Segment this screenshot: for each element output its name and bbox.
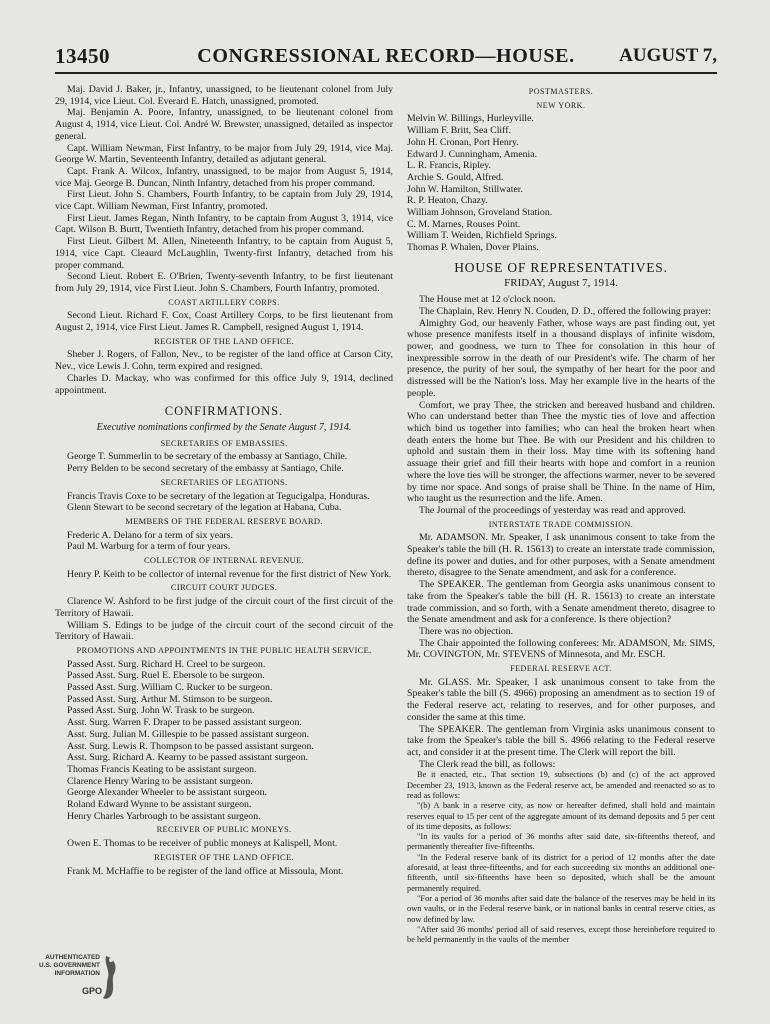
logo-gpo: GPO — [82, 986, 103, 996]
list-item: Asst. Surg. Richard A. Kearny to be passed assistant surgeon. — [67, 752, 308, 764]
header-rule — [55, 72, 717, 74]
promotion-paragraph: First Lieut. Gilbert M. Allen, Nineteenth Infantry, to be captain from August 5, 1914, vice Capt. Cleaurd McLaughlin, Twenty-first Infantry, detached from his proper command. — [55, 236, 393, 271]
promotion-paragraph: Second Lieut. Robert E. O'Brien, Twenty-seventh Infantry, to be first lieutenant from July 29, 1914, vice First Lieut. John S. Chambers, Fourth Infantry, promoted. — [55, 271, 393, 294]
section-heading: FEDERAL RESERVE ACT. — [510, 664, 612, 674]
list-item: R. P. Heaton, Chazy. — [407, 195, 488, 207]
section-heading: REGISTER OF THE LAND OFFICE. — [154, 335, 294, 346]
page-date: AUGUST 7, — [619, 45, 717, 66]
section-heading: SECRETARIES OF EMBASSIES. — [160, 437, 288, 448]
promotion-paragraph: Capt. Frank A. Wilcox, Infantry, unassigned, to be major from August 5, 1914, vice Maj. George B. Duncan, Ninth Infantry, detached from his proper command. — [55, 165, 393, 189]
paragraph: The House met at 12 o'clock noon. — [419, 294, 556, 306]
section-heading: MEMBERS OF THE FEDERAL RESERVE BOARD. — [125, 515, 323, 526]
page-header — [55, 44, 717, 70]
paragraph: Frederic A. Delano for a term of six years. — [67, 529, 233, 541]
paragraph: Henry P. Keith to be collector of internal revenue for the first district of New York. — [67, 568, 392, 580]
list-item: Roland Edward Wynne to be assistant surgeon. — [67, 799, 252, 811]
paragraph: Owen E. Thomas to be receiver of public moneys at Kalispell, Mont. — [67, 838, 338, 850]
paragraph: Charles D. Mackay, who was confirmed for this office July 9, 1914, declined appointment. — [55, 372, 393, 396]
confirmations-heading: CONFIRMATIONS. — [164, 404, 284, 419]
list-item: Passed Asst. Surg. John W. Trask to be surgeon. — [67, 705, 255, 717]
promotion-paragraph: Maj. David J. Baker, jr., Infantry, unassigned, to be lieutenant colonel from July 29, 1914, vice Lieut. Col. Everard E. Hatch, unassigned, promoted. — [55, 84, 393, 107]
page-title: CONGRESSIONAL RECORD—HOUSE. — [197, 45, 575, 67]
paragraph: The Clerk read the bill, as follows: — [419, 758, 556, 770]
paragraph: Perry Belden to be second secretary of the embassy at Santiago, Chile. — [67, 463, 344, 475]
paragraph: Frank M. McHaffie to be register of the land office at Missoula, Mont. — [67, 865, 344, 877]
list-item: Thomas P. Whalen, Dover Plains. — [407, 242, 539, 254]
list-item: Clarence Henry Waring to be assistant surgeon. — [67, 775, 253, 787]
paragraph: Mr. ADAMSON. Mr. Speaker, I ask unanimous consent to take from the Speaker's table the bill (H. R. 15613) to create an interstate trade commission, define its power and duties, and for other purposes, with a Senate amendment thereto, disagree to the Senate amendment, and ask for a conference. — [407, 532, 715, 579]
section-heading: COAST ARTILLERY CORPS. — [168, 297, 280, 307]
left-column — [55, 84, 393, 877]
postmaster-list — [407, 113, 715, 253]
paragraph: Francis Travis Coxe to be secretary of the legation at Tegucigalpa, Honduras. — [67, 490, 370, 502]
paragraph: Clarence W. Ashford to be first judge of the circuit court of the first circuit of the Territory of Hawaii. — [55, 596, 393, 619]
bill-text — [407, 770, 715, 945]
logo-text: AUTHENTICATED U.S. GOVERNMENT INFORMATION — [38, 954, 100, 977]
paragraph: The Journal of the proceedings of yesterday was read and approved. — [419, 504, 686, 516]
list-item: Passed Asst. Surg. Arthur M. Stimson to be surgeon. — [67, 693, 273, 705]
bill-paragraph: "In the Federal reserve bank of its district for a period of 12 months after the date aforesaid, at least three-fifteenths, and for each succeeding six months an additional one-fifteenth, until six-fifteenths have been so deposited, which shall be the amount permanently required. — [407, 852, 715, 893]
house-heading: HOUSE OF REPRESENTATIVES. — [454, 259, 668, 275]
list-item: George Alexander Wheeler to be assistant surgeon. — [67, 787, 267, 799]
list-item: Asst. Surg. Julian M. Gillespie to be passed assistant surgeon. — [67, 728, 310, 740]
paragraph: The Chaplain, Rev. Henry N. Couden, D. D., offered the following prayer: — [419, 305, 711, 317]
section-heading: RECEIVER OF PUBLIC MONEYS. — [156, 824, 292, 835]
list-item: Henry Charles Yarbrough to be assistant surgeon. — [67, 810, 261, 822]
promotion-paragraph: First Lieut. John S. Chambers, Fourth Infantry, to be captain from July 29, 1914, vice Capt. William Newman, First Infantry, promoted. — [55, 189, 393, 213]
section-heading: INTERSTATE TRADE COMMISSION. — [488, 519, 634, 529]
prayer-paragraph: Almighty God, our heavenly Father, whose ways are past finding out, yet whose presence manifests itself in a thousand displays of infinite wisdom, power, and goodness, we turn to Thee for consolation in this hour of inexpressible sorrow in the death of our President's wife. The charm of her presence, the purity of her soul, the sympathy of her heart for the poor and distressed will be the Nation's loss. May her example live in the hearts of the people. — [407, 317, 715, 399]
promotion-paragraph: Capt. William Newman, First Infantry, to be major from July 29, 1914, vice Maj. George W. Martin, Seventeenth Infantry, detailed as adjutant general. — [55, 142, 393, 166]
list-item: C. M. Marnes, Rouses Point. — [407, 218, 521, 230]
section-heading: COLLECTOR OF INTERNAL REVENUE. — [143, 555, 305, 566]
section-heading: CIRCUIT COURT JUDGES. — [170, 582, 278, 593]
paragraph: William S. Edings to be judge of the circuit court of the second circuit of the Territory of Hawaii. — [55, 619, 393, 643]
paragraph: George T. Summerlin to be secretary of the embassy at Santiago, Chile. — [67, 451, 348, 463]
list-item: Passed Asst. Surg. William C. Rucker to be surgeon. — [67, 682, 273, 694]
section-heading: PROMOTIONS AND APPOINTMENTS IN THE PUBLIC HEALTH SERVICE. — [76, 644, 372, 655]
paragraph: Second Lieut. Richard F. Cox, Coast Artillery Corps, to be first lieutenant from August 2, 1914, vice First Lieut. James R. Campbell, resigned August 1, 1914. — [55, 310, 393, 334]
paragraph: The SPEAKER. The gentleman from Virginia asks unanimous consent to take from the Speaker's table the bill S. 4966 relating to the Federal reserve act, and consider it at the present time. The Clerk will report the bill. — [407, 723, 715, 758]
bill-paragraph: "(b) A bank in a reserve city, as now or hereafter defined, shall hold and maintain reserves equal to 15 per cent of the aggregate amount of its demand deposits and 5 per cent of its time deposits, as follows: — [407, 801, 715, 831]
list-item: Archie S. Gould, Alfred. — [407, 171, 504, 183]
list-item: Edward J. Cunningham, Amenia. — [407, 148, 538, 160]
promotion-paragraph: First Lieut. James Regan, Ninth Infantry, to be captain from August 3, 1914, vice Capt. Wilson B. Burtt, Twentieth Infantry, detached from his proper command. — [55, 212, 393, 236]
list-item: L. R. Francis, Ripley. — [407, 160, 491, 172]
list-item: Thomas Francis Keating to be assistant surgeon. — [67, 763, 257, 775]
section-heading: SECRETARIES OF LEGATIONS. — [160, 476, 288, 487]
paragraph: The Chair appointed the following conferees: Mr. ADAMSON, Mr. SIMS, Mr. COVINGTON, Mr. STEVENS of Minnesota, and Mr. ESCH. — [407, 637, 715, 661]
list-item: Asst. Surg. Lewis R. Thompson to be passed assistant surgeon. — [67, 740, 314, 752]
list-item: John H. Cronan, Port Henry. — [407, 136, 519, 148]
promotion-paragraph: Maj. Benjamin A. Poore, Infantry, unassigned, to be lieutenant colonel from August 4, 1914, vice Lieut. Col. André W. Brewster, unassigned, detailed as inspector general. — [55, 107, 393, 142]
section-heading: POSTMASTERS. — [528, 87, 594, 96]
list-item: William Johnson, Groveland Station. — [407, 207, 553, 219]
list-item: John W. Hamilton, Stillwater. — [407, 183, 523, 195]
list-item: Asst. Surg. Warren F. Draper to be passed assistant surgeon. — [67, 717, 302, 729]
paragraph: Glenn Stewart to be second secretary of the legation at Habana, Cuba. — [67, 502, 342, 514]
paragraph: Paul M. Warburg for a term of four years. — [67, 541, 231, 553]
paragraph: The SPEAKER. The gentleman from Georgia asks unanimous consent to take from the Speaker's table the bill (H. R. 15613) to create an interstate trade commission, and so forth, with a Senate amendment thereto, disagree to the Senate amendment and ask for a conference. Is there objection? — [407, 579, 715, 626]
bill-paragraph: Be it enacted, etc., That section 19, subsections (b) and (c) of the act approved December 23, 1913, known as the Federal reserve act, be amended and reenacted so as to read as follows: — [407, 770, 715, 800]
section-heading: REGISTER OF THE LAND OFFICE. — [154, 851, 294, 862]
bill-paragraph: "For a period of 36 months after said date the balance of the reserves may be held in its own vaults, or in the Federal reserve bank, or in national banks in central reserve cities, as now defined by law. — [407, 893, 715, 924]
paragraph: Sheber J. Rogers, of Fallon, Nev., to be register of the land office at Carson City, Nev., vice Lewis J. Cohn, term expired and resigned. — [55, 349, 393, 373]
house-date: FRIDAY, August 7, 1914. — [504, 276, 618, 289]
list-item: Passed Asst. Surg. Ruel E. Ebersole to be surgeon. — [67, 670, 265, 682]
bill-paragraph: "In its vaults for a period of 36 months after said date, six-fifteenths thereof, and permanently thereafter five-fifteenths. — [407, 832, 715, 852]
paragraph: Mr. GLASS. Mr. Speaker, I ask unanimous consent to take from the Speaker's table the bill (S. 4966) proposing an amendment as to section 19 of the Federal reserve act, relating to reserves, and for other purposes, and consider the same at this time. — [407, 676, 715, 723]
eagle-icon — [100, 952, 122, 1002]
page-number: 13450 — [55, 44, 110, 68]
confirmations-subheading: Executive nominations confirmed by the Senate August 7, 1914. — [96, 421, 352, 433]
list-item: Passed Asst. Surg. Richard H. Creel to be surgeon. — [67, 658, 266, 670]
right-column — [407, 84, 715, 945]
bill-paragraph: "After said 36 months' period all of said reserves, except those hereinbefore required to be held permanently in the vaults of the member — [407, 924, 715, 945]
gpo-authentication-logo — [34, 950, 124, 1010]
list-item: Melvin W. Billings, Hurleyville. — [407, 113, 534, 125]
prayer-paragraph: Comfort, we pray Thee, the stricken and bereaved husband and children. Who can understand better than Thee the mystic ties of love and affection which bind us together into families; who can heal the broken heart when death enters the home but Thee. Be with our President and his children to uphold and sustain them in their loss. May time with its softening hand assuage their grief and fill their hearts with hope and comfort in a reunion where the love ties will be stronger, the affections warmer, never to be severed by time nor space. And songs of praise shall be Thine. In the name of Him, who taught us the resurrection and the life. Amen. — [407, 399, 715, 505]
list-item: William F. Britt, Sea Cliff. — [407, 125, 511, 137]
list-item: William T. Weiden, Richfield Springs. — [407, 230, 557, 242]
paragraph: There was no objection. — [419, 625, 514, 637]
section-subheading: NEW YORK. — [536, 100, 586, 110]
